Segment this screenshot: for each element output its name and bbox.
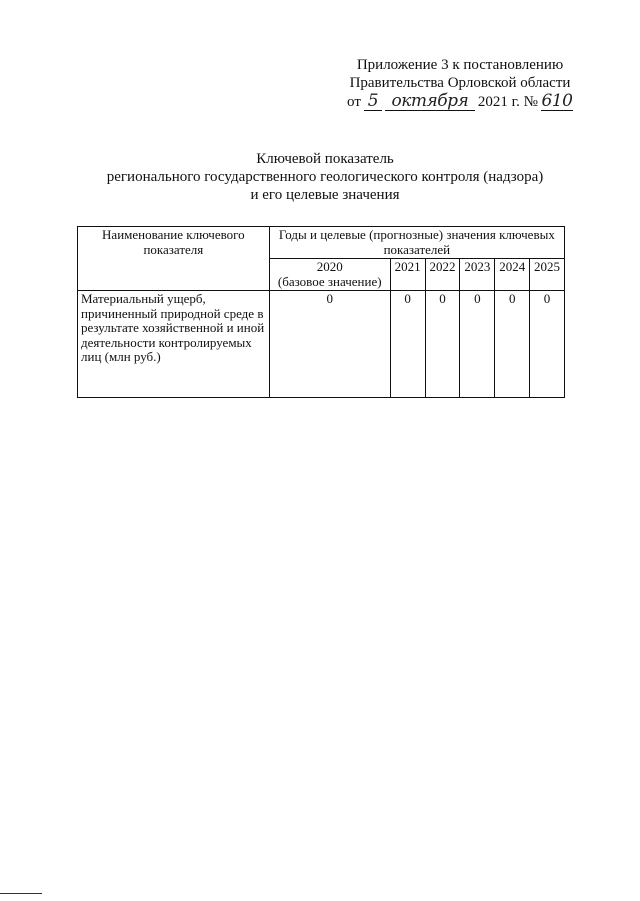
indicator-name: Материальный ущерб, причиненный природной среде в результате хозяйственной и иной деятельности контролируемых лиц (млн руб.) xyxy=(78,291,270,398)
document-header xyxy=(330,56,590,111)
table-header-row xyxy=(78,227,565,259)
year-header-2023: 2023 xyxy=(460,259,495,291)
base-value-note: (базовое значение) xyxy=(277,273,382,289)
year-header-2024: 2024 xyxy=(495,259,530,291)
year-header-2020 xyxy=(269,259,390,291)
title-line-3: и его целевые значения xyxy=(250,187,400,203)
date-prefix: от xyxy=(347,94,361,110)
value-2023: 0 xyxy=(460,291,495,398)
document-title xyxy=(70,150,580,204)
year-header-2022: 2022 xyxy=(425,259,460,291)
value-2021: 0 xyxy=(390,291,425,398)
date-month-handwritten: октября xyxy=(385,92,475,111)
document-number-handwritten: 610 xyxy=(541,91,573,111)
name-column-header: Наименование ключевого показателя xyxy=(78,227,270,291)
values-column-header: Годы и целевые (прогнозные) значения ключевых показателей xyxy=(269,227,564,259)
date-day-handwritten: 5 xyxy=(364,92,382,111)
year-label: 2020 xyxy=(316,259,343,274)
kpi-table xyxy=(77,226,565,398)
header-date-line xyxy=(330,92,590,111)
value-2022: 0 xyxy=(425,291,460,398)
year-header-2025: 2025 xyxy=(530,259,565,291)
value-2024: 0 xyxy=(495,291,530,398)
year-header-2021: 2021 xyxy=(390,259,425,291)
footer-rule xyxy=(0,893,42,894)
header-government-line: Правительства Орловской области xyxy=(349,75,571,91)
header-appendix-line: Приложение 3 к постановлению xyxy=(356,57,564,73)
table-row xyxy=(78,291,565,398)
value-2020: 0 xyxy=(269,291,390,398)
title-line-2: регионального государственного геологического контроля (надзора) xyxy=(106,169,544,185)
date-year: 2021 г. № xyxy=(477,94,538,110)
title-line-1: Ключевой показатель xyxy=(256,151,394,167)
value-2025: 0 xyxy=(530,291,565,398)
